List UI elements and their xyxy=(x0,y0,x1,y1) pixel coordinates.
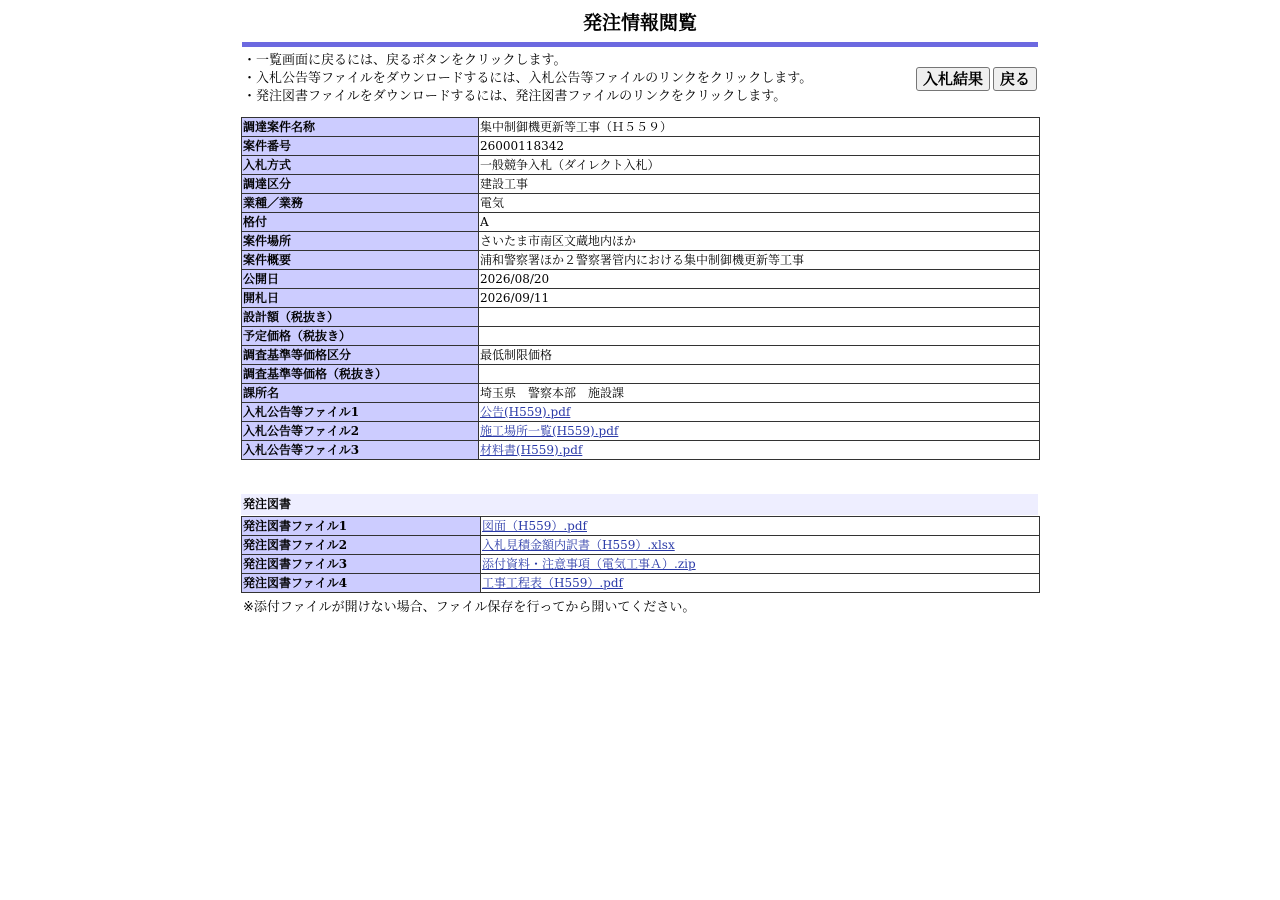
notice-file-cell xyxy=(479,441,1040,460)
detail-row xyxy=(242,213,1040,232)
detail-label: 予定価格（税抜き） xyxy=(242,327,479,346)
document-file-link[interactable]: 工事工程表（H559）.pdf xyxy=(482,575,623,590)
detail-label: 調達案件名称 xyxy=(242,118,479,137)
document-file-cell xyxy=(481,555,1040,574)
document-file-row xyxy=(242,574,1040,593)
detail-row xyxy=(242,289,1040,308)
detail-value xyxy=(479,327,1040,346)
detail-value: 電気 xyxy=(479,194,1040,213)
back-button[interactable]: 戻る xyxy=(993,67,1037,91)
notice-file-row xyxy=(242,422,1040,441)
detail-row xyxy=(242,175,1040,194)
detail-label: 調査基準等価格区分 xyxy=(242,346,479,365)
notice-file-cell xyxy=(479,403,1040,422)
detail-label: 入札方式 xyxy=(242,156,479,175)
detail-value: 最低制限価格 xyxy=(479,346,1040,365)
detail-label: 案件番号 xyxy=(242,137,479,156)
document-file-row xyxy=(242,555,1040,574)
detail-row xyxy=(242,251,1040,270)
document-file-link[interactable]: 添付資料・注意事項（電気工事Ａ）.zip xyxy=(482,556,696,571)
detail-label: 課所名 xyxy=(242,384,479,403)
document-file-row xyxy=(242,536,1040,555)
notice-file-row xyxy=(242,441,1040,460)
detail-label: 業種／業務 xyxy=(242,194,479,213)
instruction-line: ・入札公告等ファイルをダウンロードするには、入札公告等ファイルのリンクをクリックします。 xyxy=(243,71,813,86)
detail-row xyxy=(242,118,1040,137)
detail-value: さいたま市南区文蔵地内ほか xyxy=(479,232,1040,251)
detail-label: 案件場所 xyxy=(242,232,479,251)
document-file-cell xyxy=(481,574,1040,593)
instruction-line: ・一覧画面に戻るには、戻るボタンをクリックします。 xyxy=(243,53,567,68)
notice-file-label: 入札公告等ファイル1 xyxy=(242,403,479,422)
bid-results-button[interactable]: 入札結果 xyxy=(916,67,990,91)
detail-row xyxy=(242,137,1040,156)
detail-value: 埼玉県 警察本部 施設課 xyxy=(479,384,1040,403)
instructions xyxy=(243,52,812,106)
document-file-link[interactable]: 入札見積金額内訳書（H559）.xlsx xyxy=(482,537,675,552)
detail-row xyxy=(242,270,1040,289)
info-area xyxy=(241,47,1039,117)
notice-file-link[interactable]: 材料書(H559).pdf xyxy=(480,442,583,457)
detail-label: 設計額（税抜き） xyxy=(242,308,479,327)
detail-table xyxy=(241,117,1040,460)
detail-value: 浦和警察署ほか２警察署管内における集中制御機更新等工事 xyxy=(479,251,1040,270)
detail-row xyxy=(242,156,1040,175)
instruction-line: ・発注図書ファイルをダウンロードするには、発注図書ファイルのリンクをクリックします。 xyxy=(243,89,787,104)
detail-label: 調達区分 xyxy=(242,175,479,194)
detail-row xyxy=(242,194,1040,213)
notice-file-link[interactable]: 施工場所一覧(H559).pdf xyxy=(480,423,619,438)
detail-label: 案件概要 xyxy=(242,251,479,270)
detail-value: A xyxy=(479,213,1040,232)
detail-row xyxy=(242,327,1040,346)
detail-row xyxy=(242,308,1040,327)
notice-file-label: 入札公告等ファイル2 xyxy=(242,422,479,441)
page-container xyxy=(241,0,1039,615)
detail-row xyxy=(242,384,1040,403)
document-file-label: 発注図書ファイル2 xyxy=(242,536,481,555)
detail-value: 集中制御機更新等工事（Ｈ５５９） xyxy=(479,118,1040,137)
document-file-row xyxy=(242,517,1040,536)
document-file-label: 発注図書ファイル1 xyxy=(242,517,481,536)
detail-row xyxy=(242,365,1040,384)
detail-row xyxy=(242,232,1040,251)
detail-label: 開札日 xyxy=(242,289,479,308)
documents-section-title: 発注図書 xyxy=(241,494,1038,515)
detail-label: 公開日 xyxy=(242,270,479,289)
document-file-label: 発注図書ファイル4 xyxy=(242,574,481,593)
page-title: 発注情報閲覧 xyxy=(582,12,697,34)
notice-file-link[interactable]: 公告(H559).pdf xyxy=(480,404,571,419)
document-file-link[interactable]: 図面（H559）.pdf xyxy=(482,518,587,533)
document-file-cell xyxy=(481,517,1040,536)
detail-value: 2026/09/11 xyxy=(479,289,1040,308)
detail-row xyxy=(242,346,1040,365)
document-file-cell xyxy=(481,536,1040,555)
notice-file-label: 入札公告等ファイル3 xyxy=(242,441,479,460)
detail-value: 2026/08/20 xyxy=(479,270,1040,289)
notice-file-cell xyxy=(479,422,1040,441)
detail-label: 調査基準等価格（税抜き） xyxy=(242,365,479,384)
detail-value xyxy=(479,308,1040,327)
detail-value: 建設工事 xyxy=(479,175,1040,194)
section-spacer xyxy=(241,460,1039,494)
action-buttons xyxy=(916,67,1037,91)
detail-value: 一般競争入札（ダイレクト入札） xyxy=(479,156,1040,175)
attachment-note: ※添付ファイルが開けない場合、ファイル保存を行ってから開いてください。 xyxy=(243,600,696,615)
notice-file-row xyxy=(242,403,1040,422)
detail-value: 26000118342 xyxy=(479,137,1040,156)
detail-value xyxy=(479,365,1040,384)
documents-table xyxy=(241,516,1040,593)
document-file-label: 発注図書ファイル3 xyxy=(242,555,481,574)
detail-label: 格付 xyxy=(242,213,479,232)
